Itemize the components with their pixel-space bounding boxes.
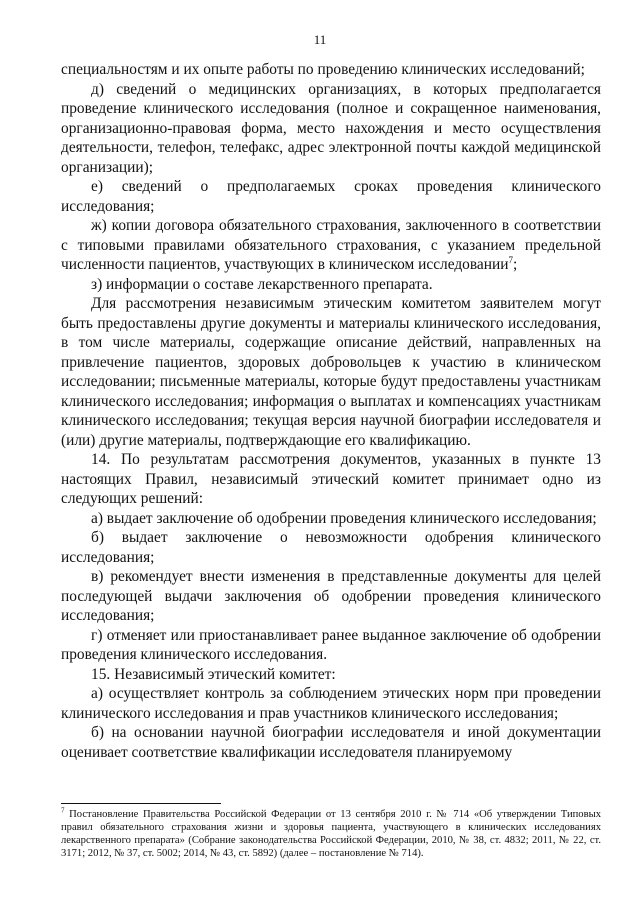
paragraph: в) рекомендует внести изменения в представленные документы для целей последующей выдачи заключения об одобрении проведения клинического исследования; (61, 568, 601, 624)
footnote-reference: 7 (508, 254, 513, 265)
footnote (61, 808, 601, 860)
paragraph: специальностям и их опыте работы по проведению клинических исследований; (61, 61, 585, 78)
paragraph: 15. Независимый этический комитет: (91, 665, 336, 683)
paragraph-text: ж) копии договора обязательного страхования, заключенного в соответствии с типовыми правилами обязательного страхования, с указанием предельной численности пациентов, участвующих в клиническом исследовании (61, 217, 601, 273)
paragraph: а) осуществляет контроль за соблюдением этических норм при проведении клинического исследования и прав участников клинического исследования; (61, 685, 601, 722)
paragraph: а) выдает заключение об одобрении проведения клинического исследования; (91, 509, 597, 527)
footnote-divider (61, 803, 221, 804)
paragraph: 14. По результатам рассмотрения документов, указанных в пункте 13 настоящих Правил, независимый этический комитет принимает одно из следующих решений: (61, 451, 601, 507)
paragraph-text-end: ; (512, 256, 518, 273)
paragraph: Для рассмотрения независимым этическим комитетом заявителем могут быть предоставлены другие документы и материалы клинического исследования, в том числе материалы, содержащие описание действий, направленных на привлечение пациентов, здоровых добровольцев к участию в клиническом исследовании; письменные материалы, которые будут предоставлены участникам клинического исследования; информация о выплатах и компенсациях участникам клинического исследования; текущая версия научной биографии исследователя и (или) другие материалы, подтверждающие его квалификацию. (61, 295, 601, 449)
paragraph: б) выдает заключение о невозможности одобрения клинического исследования; (61, 529, 601, 566)
footnote-text: Постановление Правительства Российской Федерации от 13 сентября 2010 г. № 714 «Об утверждении Типовых правил обязательного страхования жизни и здоровья пациента, участвующего в клинических исследованиях лекарственного препарата» (Собрание законодательства Российской Федерации, 2010, № 38, ст. 4832; 2011, № 22, ст. 3171; 2012, № 37, ст. 5002; 2014, № 43, ст. 5892) (далее – постановление № 714). (61, 809, 601, 859)
paragraph: е) сведений о предполагаемых сроках проведения клинического исследования; (61, 178, 601, 215)
footnote-paragraph (61, 808, 601, 860)
paragraph: б) на основании научной биографии исследователя и иной документации оценивает соответствие квалификации исследователя планируемому (61, 724, 601, 761)
paragraph (61, 216, 601, 275)
paragraph: г) отменяет или приостанавливает ранее выданное заключение об одобрении проведения клинического исследования. (61, 626, 601, 663)
body-text (61, 60, 601, 762)
footnote-mark: 7 (61, 806, 65, 815)
paragraph: з) информации о составе лекарственного препарата. (91, 275, 433, 293)
page-number: 11 (313, 32, 327, 47)
paragraph: д) сведений о медицинских организациях, в которых предполагается проведение клинического исследования (полное и сокращенное наименования, организационно-правовая форма, место нахождения и место осуществления деятельности, телефон, телефакс, адрес электронной почты каждой медицинской организации); (61, 80, 601, 176)
